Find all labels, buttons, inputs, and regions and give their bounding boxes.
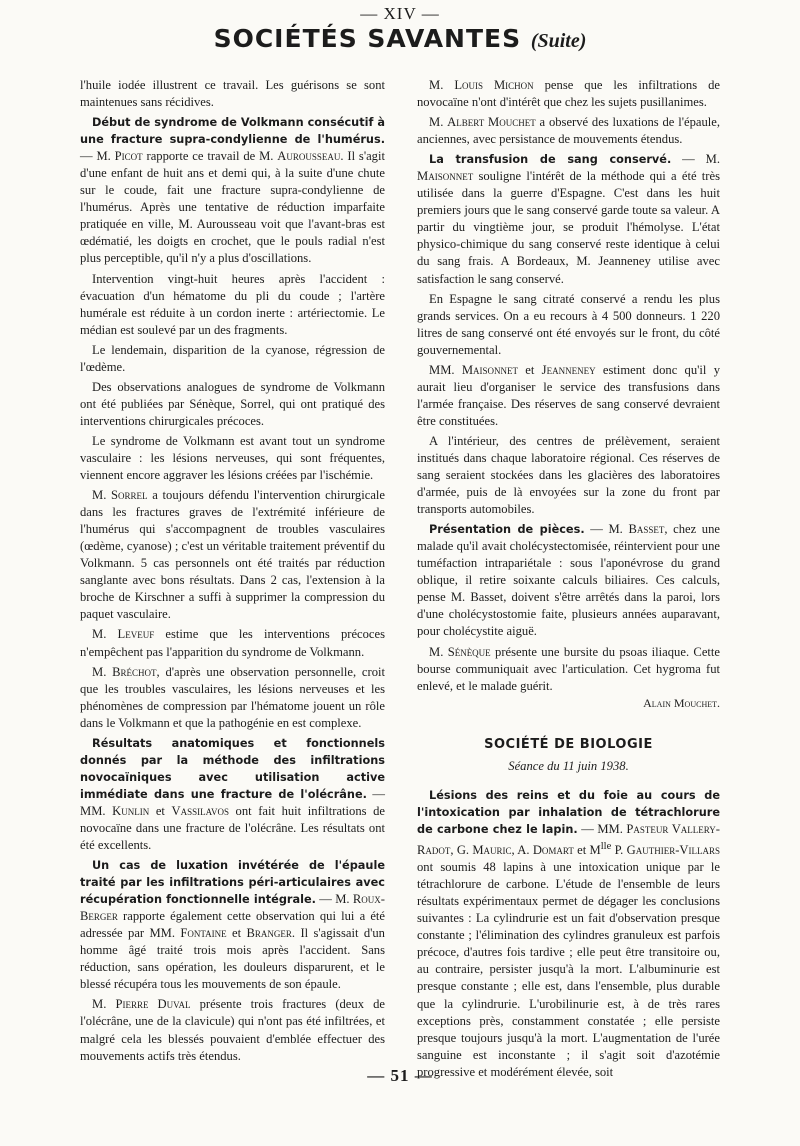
- text: rapporte également cette observation qui lui a été adressée par MM.: [80, 909, 385, 941]
- author-name: Sorrel: [111, 488, 148, 503]
- running-title-suffix: (Suite): [530, 30, 587, 52]
- author-name: Maisonnet: [417, 169, 474, 184]
- paragraph: l'huile iodée illustrent ce travail. Les guérisons se sont maintenues sans récidives.: [80, 78, 385, 110]
- text: — M.: [584, 522, 629, 537]
- text: M.: [92, 664, 113, 679]
- author-name: Louis Michon: [454, 78, 534, 92]
- paragraph: A l'intérieur, des centres de prélèvement, seraient institués dans chaque laboratoire régional. Ces réserves de sang seraient stockées dans les glacières des laboratoires d'armée, puis de là envoyées sur la zone du front par transports automobiles.: [417, 433, 720, 517]
- text: M.: [92, 997, 116, 1012]
- text: souligne l'intérêt de la méthode qui a été très utilisée dans la guerre d'Espagne. C'est dans les huit premiers jours que le sang conservé garde toute sa valeur. A partir du vingtième jour, se produit l'hémolyse. L'état physico-chimique du sang conservé reste identique à celui du sang frais. A Bordeaux, M. Jeanneney utilise avec satisfaction le sang conservé.: [417, 169, 720, 286]
- signature-name: Alain Mouchet.: [643, 695, 720, 710]
- paragraph: [80, 114, 385, 267]
- text: pense que les infiltrations de novocaïne n'ont d'intérêt que chez les sujets pusillanimes.: [417, 78, 720, 110]
- text: — M.: [671, 152, 720, 167]
- session-date: Séance du 11 juin 1938.: [508, 758, 629, 773]
- author-name: Picot: [114, 149, 143, 164]
- section-title: SOCIÉTÉ DE BIOLOGIE: [484, 736, 653, 752]
- text: , d'après une observation personnelle, croit que les troubles vasculaires, les lésions nerveuses et les phénomènes de compression par l'hématome jouent un rôle dans le Volkmann et que la pathogénie en est complexe.: [80, 664, 385, 730]
- author-name: Roux-Berger: [80, 892, 385, 924]
- paragraph: [417, 644, 720, 695]
- paragraph: [80, 735, 385, 854]
- running-title: [0, 24, 800, 53]
- paragraph: [417, 114, 720, 148]
- running-title-text: SOCIÉTÉS SAVANTES: [213, 24, 522, 53]
- paragraph: Intervention vingt-huit heures après l'accident : évacuation d'un hématome du pli du coude ; l'artère humérale est réduite à un cordon inerte : artériectomie. Le médian est soulevé par un des fragments.: [80, 271, 385, 337]
- author-name: Vassilavos: [171, 803, 229, 818]
- paragraph: [80, 857, 385, 993]
- text: — M.: [80, 149, 115, 164]
- subheading: Début de syndrome de Volkmann consécutif à une fracture supra-condylienne de l'humérus.: [80, 116, 385, 147]
- text: ont soumis 48 lapins à une intoxication unique par le tétrachlorure de carbone. L'étude de l'ensemble de leurs résultats expérimentaux permet de dégager les conclusions suivantes : La cylindrurie est un fait d'observation presque constante ; l'élimination des cylindres granuleux est parfois précoce, d'autres fois tardive ; elle peut être transitoire ou, au contraire, persister jusqu'à la mort. L'albuminurie est presque constante ; elle est, dans l'ensemble, plus durable que la cylindrurie. L'urobilinurie est, à de très rares exceptions près, constamment constatée ; elle persiste presque toujours jusqu'à la mort. L'augmentation de l'urée sanguine est inconstante ; il s'agit soit d'azotémie progressive et modérément élevée, soit: [417, 860, 720, 1079]
- author-name: Aurousseau: [277, 149, 341, 164]
- paragraph: [80, 487, 385, 623]
- author-name: Pierre Duval: [115, 997, 191, 1012]
- text: et: [226, 926, 247, 941]
- text: M.: [92, 488, 112, 503]
- text: a toujours défendu l'intervention chirurgicale dans les fractures graves de l'extrémité inférieure de l'humérus qui s'accompagnent de troubles vasculaires (œdème, cyanose) ; c'est un véritable traitement préventif du Volkmann. 5 cas personnels ont été traités par réduction sanglante avec bons résultats. Dans 2 cas, l'extension à la broche de Kirschner a suffi à supprimer la compression du paquet vasculaire.: [80, 488, 385, 622]
- signature: [417, 695, 720, 712]
- text: et: [149, 803, 172, 818]
- page-number-roman: — XIV —: [360, 4, 440, 23]
- text: présente une bursite du psoas iliaque. Cette bourse communiquait avec l'articulation. Cet hygroma fut enlevé, et le malade guérit.: [417, 644, 721, 693]
- text: et: [518, 362, 542, 377]
- author-name: Jeanneney: [541, 362, 596, 377]
- text: . Il s'agit d'une enfant de huit ans et demi qui, à la suite d'une chute sur le coude, fait une fracture supra-condylienne de l'humérus. Après une tentative de réduction imparfaite pratiquée en ville, M. Aurousseau voit que l'avant-bras est œdématié, les doigts en crochet, que le pouls radial n'est plus perceptible, qu'il n'y a plus d'oscillations.: [80, 149, 385, 266]
- text: — MM.: [80, 786, 385, 818]
- author-name: Branger: [246, 926, 292, 941]
- subheading: La transfusion de sang conservé.: [429, 153, 672, 167]
- text: ont fait huit infiltrations de novocaïne dans une fracture de l'olécrâne. Les résultats ont été excellents.: [80, 803, 385, 853]
- author-name: P. Gauthier-Villars: [614, 843, 720, 858]
- text: — MM.: [577, 821, 627, 836]
- paragraph: [417, 787, 720, 1081]
- text: estime que les interventions précoces n'empêchent pas l'apparition du syndrome de Volkmann.: [80, 627, 385, 659]
- text: estiment donc qu'il y aurait lieu d'organiser le service des transfusions dans l'armée française. Des réserves de sang conservé devraient être constituées.: [417, 362, 720, 428]
- paragraph: [80, 664, 385, 732]
- author-name: Bréchot: [112, 664, 157, 679]
- page-number: — 51 —: [367, 1066, 433, 1085]
- text: MM.: [429, 362, 462, 377]
- paragraph: [417, 521, 720, 640]
- author-name: Sénèque: [447, 644, 491, 659]
- text: , chez une malade qu'il avait cholécystectomisée, réintervient pour une tuméfaction intrapariétale : sous l'aponévrose du grand oblique, il retire soixante calculs biliaires. Ces calculs, pense M. Basset, doivent s'être arrêtés dans la paroi, lors d'une cholécystostomie faite, plusieurs années auparavant, pour cholécystite aiguë.: [417, 522, 720, 639]
- text: M.: [92, 627, 118, 642]
- text: présente trois fractures (deux de l'olécrâne, une de la clavicule) qui n'ont pas été infiltrées, et malgré cela les blessés pouvaient d'emblée effectuer des mouvements actifs très étendus.: [80, 997, 385, 1063]
- subheading: Résultats anatomiques et fonctionnels donnés par la méthode des infiltrations novocaïniques avec utilisation active immédiate dans une fracture de l'olécrâne.: [80, 736, 385, 801]
- author-name: Maisonnet: [461, 362, 519, 377]
- text: — M.: [315, 892, 353, 907]
- subheading: Lésions des reins et du foie au cours de l'intoxication par inhalation de tétrachlorure de carbone chez le lapin.: [417, 788, 720, 836]
- author-name: Leveuf: [117, 627, 155, 642]
- paragraph: [80, 996, 385, 1064]
- paragraph: Des observations analogues de syndrome de Volkmann ont été publiées par Sénèque, Sorrel, qui ont pratiqué des interventions chirurgicales précoces.: [80, 379, 385, 428]
- subheading: Présentation de pièces.: [429, 523, 585, 537]
- text: et M: [573, 843, 601, 858]
- author-name: Basset: [628, 522, 665, 537]
- paragraph: [417, 151, 720, 287]
- paragraph: Le lendemain, disparition de la cyanose, régression de l'œdème.: [80, 342, 385, 374]
- text: M.: [429, 115, 448, 130]
- paragraph: Le syndrome de Volkmann est avant tout un syndrome vasculaire : les lésions nerveuses, qui sont fréquentes, viennent encore aggraver les lésions créées par l'ischémie.: [80, 433, 385, 483]
- text: M.: [429, 78, 455, 92]
- paragraph: [80, 626, 385, 660]
- superscript: lle: [600, 840, 612, 852]
- subheading: Un cas de luxation invétérée de l'épaule traité par les infiltrations péri-articulaires avec récupération fonctionnelle intégrale.: [80, 859, 385, 907]
- author-name: Pasteur Vallery-Radot, G. Mauric, A. Domart: [417, 821, 720, 858]
- author-name: Albert Mouchet: [447, 115, 536, 130]
- text: . Il s'agissait d'un homme âgé traité trois mois après l'accident. Sans réduction, sans opération, les douleurs disparurent, et le blessé récupéra tous les mouvements de son épaule.: [80, 926, 385, 992]
- text: M.: [429, 644, 448, 659]
- paragraph: [417, 362, 720, 430]
- text: a observé des luxations de l'épaule, anciennes, avec persistance de mouvements étendus.: [417, 115, 720, 147]
- paragraph: [417, 77, 720, 111]
- paragraph: En Espagne le sang citraté conservé a rendu les plus grands services. On a eu recours à 4 500 donneurs. 1 220 litres de sang conservé ont été envoyés sur le front, du côté gouvernemental.: [417, 291, 720, 357]
- author-name: Fontaine: [180, 926, 227, 941]
- right-column: [417, 77, 720, 1081]
- author-name: Kunlin: [112, 803, 150, 818]
- left-column: [80, 77, 385, 1065]
- text: rapporte ce travail de M.: [142, 149, 278, 164]
